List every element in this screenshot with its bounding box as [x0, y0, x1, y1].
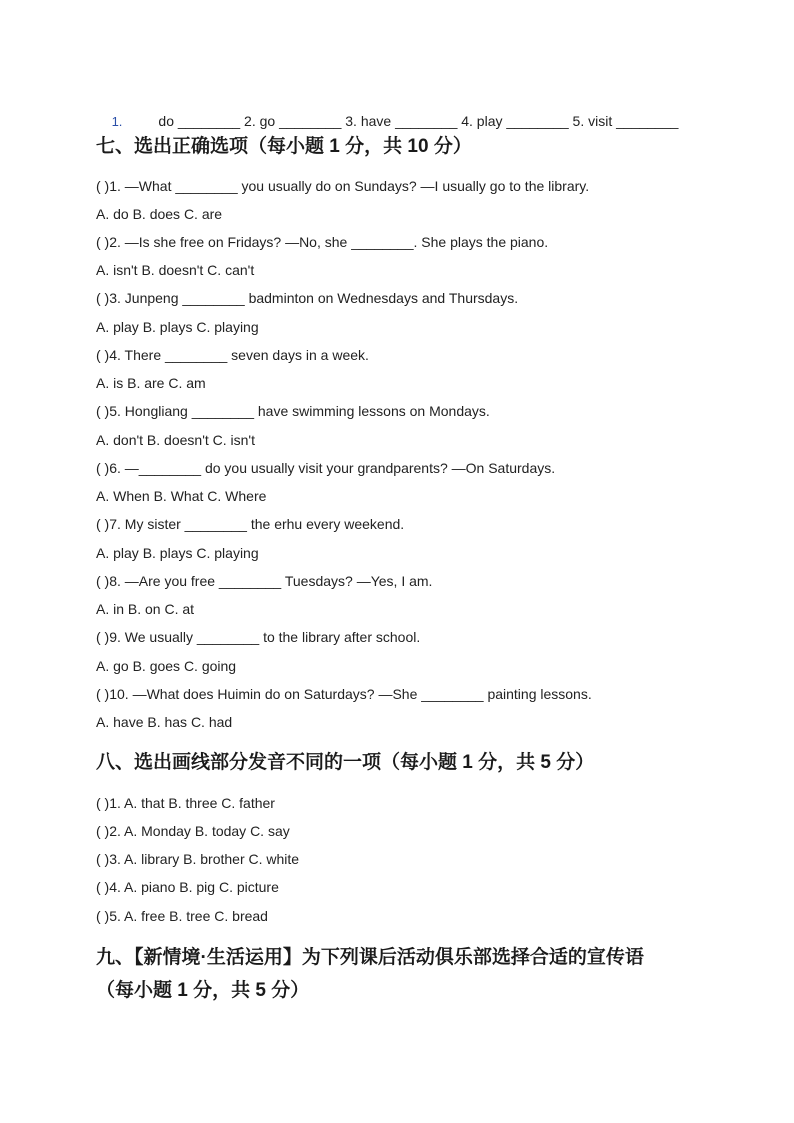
- section-9-heading-line-2: （每小题 1 分，共 5 分）: [96, 980, 310, 1001]
- question-7-5: ( )5. Hongliang ________ have swimming lessons on Mondays.: [96, 403, 490, 419]
- options-7-2: A. isn't B. doesn't C. can't: [96, 262, 255, 278]
- question-7-8: ( )8. —Are you free ________ Tuesdays? —Yes, I am.: [96, 573, 433, 589]
- list-number: 1.: [111, 114, 123, 129]
- question-8-4: ( )4. A. piano B. pig C. picture: [96, 879, 279, 895]
- options-7-10: A. have B. has C. had: [96, 714, 233, 730]
- section-7-heading: 七、选出正确选项（每小题 1 分，共 10 分）: [96, 136, 472, 157]
- question-7-6: ( )6. —________ do you usually visit your grandparents? —On Saturdays.: [96, 460, 556, 476]
- question-8-3: ( )3. A. library B. brother C. white: [96, 851, 300, 867]
- question-7-7: ( )7. My sister ________ the erhu every weekend.: [96, 516, 405, 532]
- options-7-7: A. play B. plays C. playing: [96, 545, 259, 561]
- question-7-10: ( )10. —What does Huimin do on Saturdays? —She ________ painting lessons.: [96, 686, 592, 702]
- options-7-4: A. is B. are C. am: [96, 375, 206, 391]
- question-8-5: ( )5. A. free B. tree C. bread: [96, 908, 268, 924]
- section-9-heading-line-1: 九、【新情境·生活运用】为下列课后活动俱乐部选择合适的宣传语: [96, 947, 644, 968]
- answer-line-text: do ________ 2. go ________ 3. have ________ 4. play ________ 5. visit ________: [158, 113, 679, 129]
- question-8-2: ( )2. A. Monday B. today C. say: [96, 823, 290, 839]
- question-8-1: ( )1. A. that B. three C. father: [96, 795, 275, 811]
- question-7-9: ( )9. We usually ________ to the library after school.: [96, 629, 421, 645]
- question-7-1: ( )1. —What ________ you usually do on Sundays? —I usually go to the library.: [96, 178, 590, 194]
- options-7-1: A. do B. does C. are: [96, 206, 223, 222]
- question-7-2: ( )2. —Is she free on Fridays? —No, she ________. She plays the piano.: [96, 234, 549, 250]
- section-8-heading: 八、选出画线部分发音不同的一项（每小题 1 分，共 5 分）: [96, 752, 595, 773]
- options-7-6: A. When B. What C. Where: [96, 488, 267, 504]
- options-7-9: A. go B. goes C. going: [96, 658, 237, 674]
- options-7-3: A. play B. plays C. playing: [96, 319, 259, 335]
- question-7-4: ( )4. There ________ seven days in a week.: [96, 347, 369, 363]
- question-7-3: ( )3. Junpeng ________ badminton on Wednesdays and Thursdays.: [96, 290, 519, 306]
- options-7-8: A. in B. on C. at: [96, 601, 195, 617]
- options-7-5: A. don't B. doesn't C. isn't: [96, 432, 255, 448]
